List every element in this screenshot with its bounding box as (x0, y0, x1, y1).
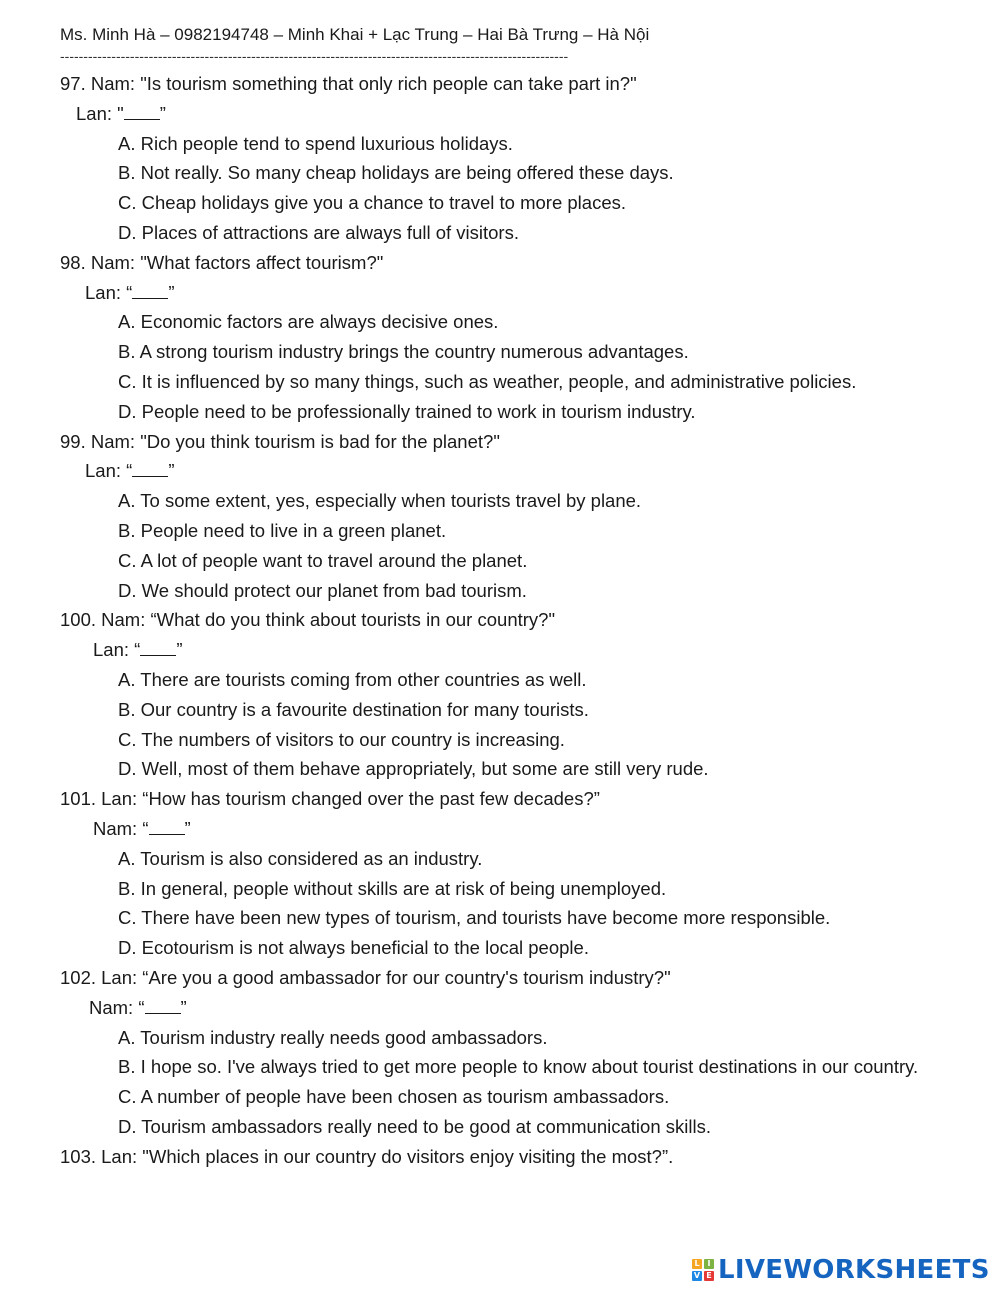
answer-option[interactable]: A. To some extent, yes, especially when tourists travel by plane. (118, 490, 642, 512)
answer-option[interactable]: D. Ecotourism is not always beneficial to the local people. (118, 937, 589, 959)
question-list (0, 69, 1000, 1171)
answer-option[interactable]: B. People need to live in a green planet. (118, 519, 447, 541)
page-header: Ms. Minh Hà – 0982194748 – Minh Khai + Lạc Trung – Hai Bà Trưng – Hà Nội (60, 25, 650, 44)
logo-tile: V (693, 1271, 701, 1280)
answer-option[interactable]: A. There are tourists coming from other countries as well. (118, 668, 587, 690)
header-divider: ------------------------------------------------------------------------------------------------------------- (60, 48, 569, 64)
answer-close-quote: ” (159, 102, 166, 124)
answer-close-quote: ” (184, 817, 191, 839)
answer-speaker: Nam: “ (93, 817, 149, 839)
answer-option[interactable]: D. Tourism ambassadors really need to be good at communication skills. (118, 1115, 711, 1137)
liveworksheets-logo[interactable] (692, 1252, 990, 1288)
answer-option[interactable]: A. Rich people tend to spend luxurious holidays. (118, 132, 513, 154)
question-prompt: 97. Nam: "Is tourism something that only rich people can take part in?" (60, 73, 637, 94)
answer-line (0, 456, 1000, 486)
answer-option[interactable]: C. Cheap holidays give you a chance to travel to more places. (118, 192, 627, 214)
question-block (0, 605, 1000, 784)
logo-tile: I (704, 1259, 714, 1269)
answer-close-quote: ” (168, 281, 175, 303)
answer-speaker: Nam: “ (89, 996, 145, 1018)
answer-option[interactable]: C. It is influenced by so many things, such as weather, people, and administrative policies. (118, 370, 857, 392)
question-prompt: 102. Lan: “Are you a good ambassador for our country's tourism industry?" (60, 966, 671, 988)
answer-option[interactable]: C. The numbers of visitors to our country is increasing. (118, 728, 565, 750)
answer-option[interactable]: A. Economic factors are always decisive ones. (118, 311, 499, 333)
answer-blank[interactable] (140, 641, 176, 656)
answer-option[interactable]: B. In general, people without skills are at risk of being unemployed. (118, 877, 667, 899)
answer-option[interactable]: D. We should protect our planet from bad tourism. (118, 579, 527, 601)
question-block (0, 784, 1000, 963)
answer-speaker: Lan: " (76, 102, 124, 124)
answer-option[interactable]: D. Well, most of them behave appropriately, but some are still very rude. (118, 758, 709, 780)
question-block (0, 69, 1000, 248)
answer-speaker: Lan: “ (93, 639, 141, 661)
answer-line (0, 635, 1000, 665)
answer-option[interactable]: C. A lot of people want to travel around the planet. (118, 549, 528, 571)
answer-line (0, 993, 1000, 1023)
answer-option[interactable]: B. Our country is a favourite destination for many tourists. (118, 698, 589, 720)
answer-blank[interactable] (145, 999, 181, 1014)
answer-blank[interactable] (132, 462, 168, 477)
answer-close-quote: ” (168, 460, 175, 482)
question-block (0, 248, 1000, 427)
logo-tile: E (704, 1271, 714, 1281)
logo-tile: L (692, 1259, 702, 1269)
answer-line (0, 99, 1000, 129)
answer-option[interactable]: D. People need to be professionally trained to work in tourism industry. (118, 400, 696, 422)
answer-option[interactable]: B. A strong tourism industry brings the country numerous advantages. (118, 341, 689, 363)
answer-blank[interactable] (124, 105, 160, 120)
answer-option[interactable]: D. Places of attractions are always full of visitors. (118, 221, 519, 243)
question-prompt: 98. Nam: "What factors affect tourism?" (60, 251, 384, 273)
answer-blank[interactable] (149, 820, 185, 835)
question-prompt: 99. Nam: "Do you think tourism is bad for the planet?" (60, 430, 500, 452)
answer-blank[interactable] (132, 284, 168, 299)
answer-option[interactable]: C. A number of people have been chosen as tourism ambassadors. (118, 1086, 670, 1108)
answer-option[interactable]: B. I hope so. I've always tried to get more people to know about tourist destinations in our country. (118, 1056, 919, 1078)
logo-text: LIVEWORKSHEETS (718, 1255, 990, 1285)
answer-option[interactable]: C. There have been new types of tourism, and tourists have become more responsible. (118, 907, 831, 929)
answer-speaker: Lan: “ (85, 460, 133, 482)
answer-option[interactable]: B. Not really. So many cheap holidays are being offered these days. (118, 162, 674, 184)
question-prompt-last: 103. Lan: "Which places in our country do visitors enjoy visiting the most?”. (60, 1145, 674, 1167)
answer-speaker: Lan: “ (85, 281, 133, 303)
answer-close-quote: ” (180, 996, 187, 1018)
answer-close-quote: ” (176, 639, 183, 661)
liveworksheets-logo-icon (692, 1259, 714, 1281)
answer-line (0, 278, 1000, 308)
question-prompt: 100. Nam: “What do you think about tourists in our country?" (60, 609, 556, 631)
answer-option[interactable]: A. Tourism industry really needs good ambassadors. (118, 1026, 548, 1048)
answer-option[interactable]: A. Tourism is also considered as an industry. (118, 847, 483, 869)
question-prompt: 101. Lan: “How has tourism changed over the past few decades?” (60, 788, 600, 810)
question-block (0, 963, 1000, 1142)
question-block (0, 427, 1000, 606)
answer-line (0, 814, 1000, 844)
